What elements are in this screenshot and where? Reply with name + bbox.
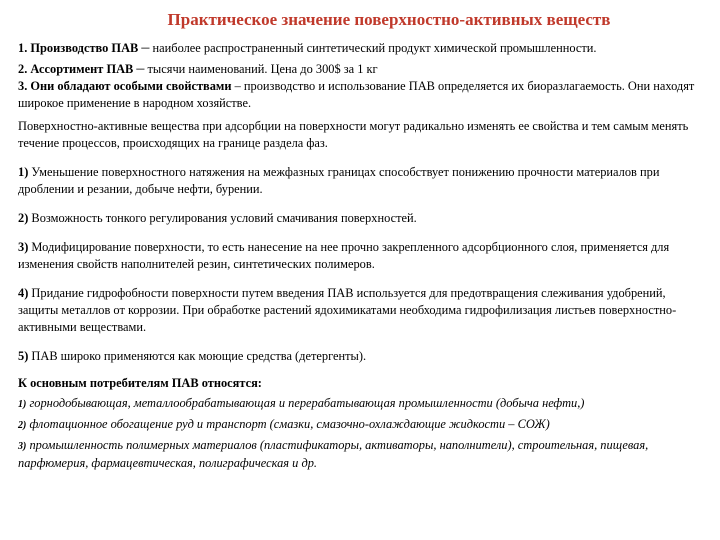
item-production bbox=[18, 40, 702, 57]
effect-item bbox=[18, 164, 702, 198]
consumers-heading-text: К основным потребителям ПАВ относятся: bbox=[18, 376, 262, 390]
effect-item bbox=[18, 348, 702, 365]
consumer-item bbox=[18, 437, 702, 472]
effect-text: Модифицирование поверхности, то есть нанесение на нее прочно закрепленного адсорбционного слоя, применяется для изменения свойств наполнителей резин, синтетических полимеров. bbox=[18, 240, 670, 271]
item-assortment-dash: – bbox=[136, 60, 145, 77]
consumers-section bbox=[18, 375, 702, 472]
consumer-number: 3) bbox=[18, 441, 27, 452]
consumer-number: 2) bbox=[18, 420, 27, 431]
item-properties-text: – производство и использование ПАВ определяется их биоразлагаемость. Они находят широкое применение в народном хозяйстве. bbox=[18, 79, 695, 110]
item-production-heading: 1. Производство ПАВ bbox=[18, 41, 139, 55]
item-assortment bbox=[18, 61, 702, 78]
effect-number: 2) bbox=[18, 211, 29, 225]
intro-paragraph: Поверхностно-активные вещества при адсорбции на поверхности могут радикально изменять ее свойства и тем самым менять течение процессов, происходящих на границе раздела фаз. bbox=[18, 119, 689, 150]
consumer-item bbox=[18, 416, 702, 434]
consumer-number: 1) bbox=[18, 399, 27, 410]
consumers-heading bbox=[18, 375, 702, 392]
item-assortment-text: тысячи наименований. Цена до 300$ за 1 кг bbox=[144, 62, 378, 76]
slide-title: Практическое значение поверхностно-активных веществ bbox=[167, 10, 611, 29]
effect-item bbox=[18, 285, 702, 336]
item-properties bbox=[18, 78, 702, 112]
slide-body bbox=[18, 40, 702, 472]
effect-item bbox=[18, 239, 702, 273]
effect-text: Придание гидрофобности поверхности путем введения ПАВ используется для предотвращения слеживания удобрений, защиты металлов от коррозии. При обработке растений ядохимикатами необходима гидрофилизация листьев поверхностно-активными веществами. bbox=[18, 286, 677, 334]
effect-number: 3) bbox=[18, 240, 29, 254]
effect-text: Уменьшение поверхностного натяжения на межфазных границах способствует понижению прочности материалов при дроблении и резании, добыче нефти, бурении. bbox=[18, 165, 660, 196]
effect-text: ПАВ широко применяются как моющие средства (детергенты). bbox=[28, 349, 367, 363]
effect-item bbox=[18, 210, 702, 227]
item-production-text: наиболее распространенный синтетический продукт химической промышленности. bbox=[149, 41, 597, 55]
item-production-dash: – bbox=[141, 39, 150, 56]
effect-text: Возможность тонкого регулирования условий смачивания поверхностей. bbox=[28, 211, 417, 225]
item-properties-heading: 3. Они обладают особыми свойствами bbox=[18, 79, 232, 93]
effect-number: 5) bbox=[18, 349, 29, 363]
effect-number: 4) bbox=[18, 286, 29, 300]
consumer-text: промышленность полимерных материалов (пластификаторы, активаторы, наполнители), строительная, пищевая, парфюмерия, фармацевтическая, полиграфическая и др. bbox=[18, 438, 649, 470]
consumer-item bbox=[18, 395, 702, 413]
consumer-text: флотационное обогащение руд и транспорт (смазки, смазочно-охлаждающие жидкости – СОЖ) bbox=[26, 417, 550, 431]
item-assortment-heading: 2. Ассортимент ПАВ bbox=[18, 62, 134, 76]
effect-number: 1) bbox=[18, 165, 29, 179]
consumer-text: горнодобывающая, металлообрабатывающая и перерабатывающая промышленности (добыча нефти,) bbox=[26, 396, 585, 410]
